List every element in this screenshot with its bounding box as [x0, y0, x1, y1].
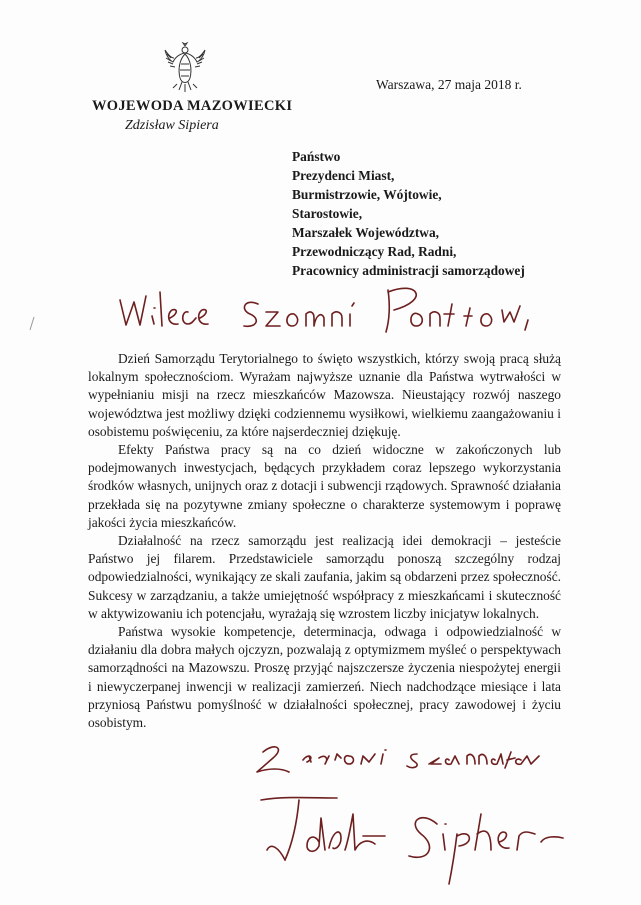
sender-office: WOJEWODA MAZOWIECKI [92, 98, 293, 114]
recipient-line: Przewodniczący Rad, Radni, [292, 244, 457, 259]
recipient-line: Marszałek Województwa, [292, 225, 440, 240]
margin-mark [28, 316, 36, 332]
recipient-line: Państwo [292, 149, 341, 164]
handwritten-closing-and-signature [245, 738, 575, 888]
recipient-line: Pracownicy administracji samorządowej [292, 263, 525, 278]
letter-date: Warszawa, 27 maja 2018 r. [376, 77, 522, 92]
handwritten-salutation [118, 270, 538, 340]
polish-eagle-emblem-icon [163, 40, 207, 96]
recipient-line: Starostowie, [292, 206, 363, 221]
body-paragraph: Działalność na rzecz samorządu jest realizacją idei demokracji – jesteście Państwo jej filarem. Przedstawiciele samorządu ponoszą szczególny rodzaj odpowiedzialności, wynikający ze skali zaufania, jakim są obdarzeni przez społeczność. Sukcesy w zarządzaniu, a także umiejętność współpracy z mieszkańcami i skuteczność w aktywizowaniu ich potencjału, wyrażają się wzrostem liczby inicjatyw lokalnych. [88, 533, 561, 621]
recipients-list [292, 147, 525, 280]
sender-name: Zdzisław Sipiera [125, 118, 219, 133]
recipient-line: Burmistrzowie, Wójtowie, [292, 187, 442, 202]
body-paragraph: Dzień Samorządu Terytorialnego to święto wszystkich, którzy swoją pracą służą lokalnym społecznościom. Wyrażam najwyższe uznanie dla Państwa wytrwałości w wypełnianiu misji na rzecz mieszkańców Mazowsza. Nieustający rozwój naszego województwa jest możliwy dzięki codziennemu wysiłkowi, wielkiemu zaangażowaniu i osobistemu poświęceniu, za które najserdeczniej dziękuję. [88, 351, 561, 439]
body-paragraph: Efekty Państwa pracy są na co dzień widoczne w zakończonych lub podejmowanych inwestycjach, będących przykładem coraz lepszego wykorzystania środków własnych, unijnych oraz z dotacji i subwencji rządowych. Sprawność działania przekłada się na pozytywne zmiany społeczne o charakterze systemowym i poprawę jakości życia mieszkańców. [88, 442, 561, 530]
body-paragraph: Państwa wysokie kompetencje, determinacja, odwaga i odpowiedzialność w działaniu dla dobra małych ojczyzn, pozwalają z optymizmem myśleć o perspektywach samorządności na Mazowszu. Proszę przyjąć najszczersze życzenia niespożytej energii i niewyczerpanej inwencji w realizacji zamierzeń. Niech nadchodzące miesiące i lata przyniosą Państwu pomyślność w działalności społecznej, pracy zawodowej i życiu osobistym. [88, 624, 561, 731]
letter-body [88, 350, 561, 732]
recipient-line: Prezydenci Miast, [292, 168, 395, 183]
